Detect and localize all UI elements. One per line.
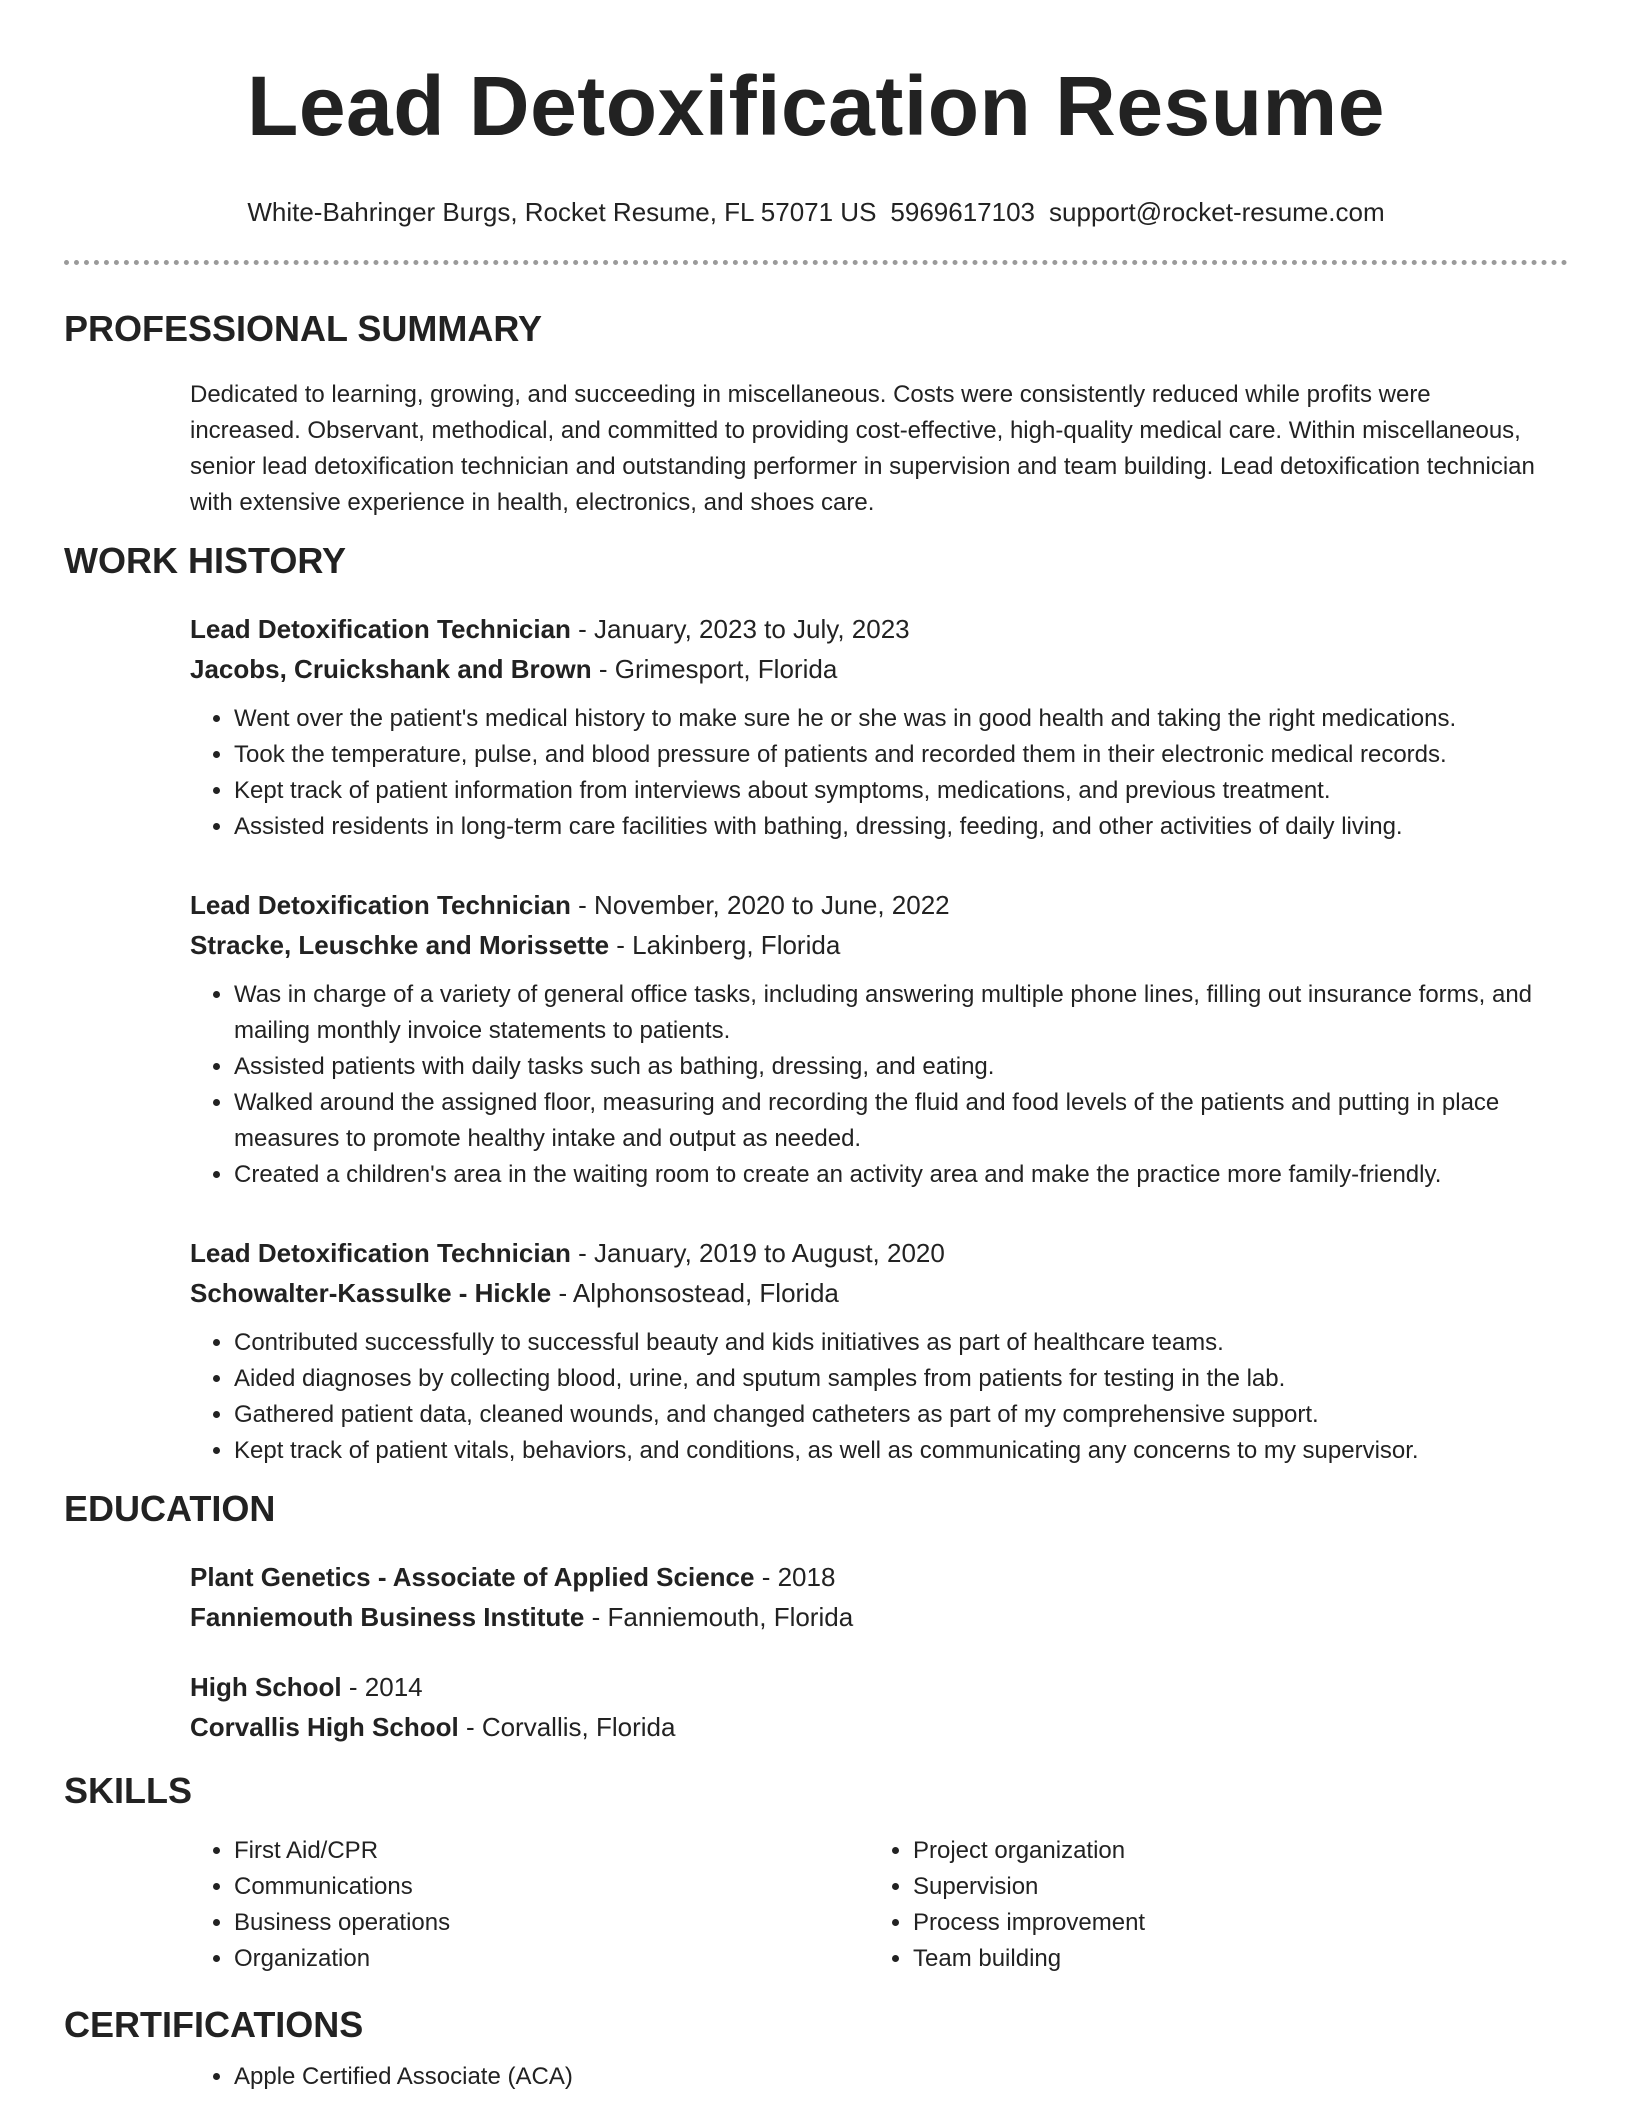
list-item: • Took the temperature, pulse, and blood pressure of patients and recorded them in their electronic medical records. bbox=[234, 737, 1548, 773]
job-entry bbox=[190, 1233, 1548, 1469]
skill-item: • Communications bbox=[234, 1869, 869, 1905]
contact-phone: 5969617103 bbox=[890, 197, 1036, 227]
skill-item: • Project organization bbox=[913, 1833, 1548, 1869]
job-location: - Grimesport, Florida bbox=[591, 654, 838, 684]
skills-grid bbox=[190, 1833, 1548, 1977]
contact-info bbox=[64, 196, 1568, 228]
list-item: • Kept track of patient information from interviews about symptoms, medications, and previous treatment. bbox=[234, 773, 1548, 809]
work-history-section bbox=[64, 539, 1568, 1469]
job-dates: - January, 2019 to August, 2020 bbox=[570, 1238, 945, 1268]
skills-column-left bbox=[190, 1833, 869, 1977]
job-title: Lead Detoxification Technician bbox=[190, 614, 571, 644]
list-item: • Was in charge of a variety of general office tasks, including answering multiple phone lines, filling out insurance forms, and mailing monthly invoice statements to patients. bbox=[234, 977, 1548, 1049]
job-title: Lead Detoxification Technician bbox=[190, 890, 571, 920]
education-location: - Corvallis, Florida bbox=[458, 1712, 676, 1742]
list-item: • Gathered patient data, cleaned wounds, and changed catheters as part of my comprehensive support. bbox=[234, 1397, 1548, 1433]
education-school: Fanniemouth Business Institute bbox=[190, 1602, 585, 1632]
list-item: • Aided diagnoses by collecting blood, urine, and sputum samples from patients for testing in the lab. bbox=[234, 1361, 1548, 1397]
contact-address: White-Bahringer Burgs, Rocket Resume, FL 57071 US bbox=[247, 197, 877, 227]
job-bullets bbox=[190, 701, 1548, 845]
list-item: • Walked around the assigned floor, measuring and recording the fluid and food levels of the patients and putting in place measures to promote healthy intake and output as needed. bbox=[234, 1085, 1548, 1157]
skills-column-right bbox=[869, 1833, 1548, 1977]
work-history-heading: WORK HISTORY bbox=[64, 540, 347, 581]
job-bullets bbox=[190, 1325, 1548, 1469]
skill-item: • Supervision bbox=[913, 1869, 1548, 1905]
education-section bbox=[64, 1487, 1568, 1747]
list-item: • Assisted residents in long-term care facilities with bathing, dressing, feeding, and other activities of daily living. bbox=[234, 809, 1548, 845]
skill-item: • Team building bbox=[913, 1941, 1548, 1977]
certifications-section bbox=[64, 2003, 1568, 2095]
job-dates: - January, 2023 to July, 2023 bbox=[570, 614, 910, 644]
skill-item: • Business operations bbox=[234, 1905, 869, 1941]
certifications-heading: CERTIFICATIONS bbox=[64, 2004, 364, 2045]
header-divider bbox=[64, 260, 1568, 265]
job-company: Jacobs, Cruickshank and Brown bbox=[190, 654, 592, 684]
list-item: • Created a children's area in the waiting room to create an activity area and make the practice more family-friendly. bbox=[234, 1157, 1548, 1193]
job-bullets bbox=[190, 977, 1548, 1193]
page-title: Lead Detoxification Resume bbox=[247, 59, 1385, 153]
education-year: - 2018 bbox=[754, 1562, 836, 1592]
job-dates: - November, 2020 to June, 2022 bbox=[570, 890, 950, 920]
education-school: Corvallis High School bbox=[190, 1712, 459, 1742]
job-company: Schowalter-Kassulke - Hickle bbox=[190, 1278, 552, 1308]
education-degree: High School bbox=[190, 1672, 342, 1702]
skill-item: • Process improvement bbox=[913, 1905, 1548, 1941]
skills-heading: SKILLS bbox=[64, 1770, 193, 1811]
education-entry bbox=[190, 1557, 1548, 1637]
summary-section bbox=[64, 307, 1568, 521]
skill-item: • First Aid/CPR bbox=[234, 1833, 869, 1869]
education-year: - 2014 bbox=[341, 1672, 423, 1702]
education-entry bbox=[190, 1667, 1548, 1747]
certification-item: • Apple Certified Associate (ACA) bbox=[234, 2059, 1548, 2095]
education-location: - Fanniemouth, Florida bbox=[584, 1602, 854, 1632]
skill-item: • Organization bbox=[234, 1941, 869, 1977]
list-item: • Assisted patients with daily tasks such as bathing, dressing, and eating. bbox=[234, 1049, 1548, 1085]
list-item: • Went over the patient's medical history to make sure he or she was in good health and taking the right medications. bbox=[234, 701, 1548, 737]
job-location: - Lakinberg, Florida bbox=[609, 930, 841, 960]
summary-text: Dedicated to learning, growing, and succeeding in miscellaneous. Costs were consistently reduced while profits were increased. Observant, methodical, and committed to providing cost-effective, high-quality medical care. Within miscellaneous, senior lead detoxification technician and outstanding performer in supervision and team building. Lead detoxification technician with extensive experience in health, electronics, and shoes care. bbox=[190, 381, 1535, 516]
certifications-list bbox=[190, 2059, 1548, 2095]
contact-email: support@rocket-resume.com bbox=[1049, 197, 1385, 227]
job-company: Stracke, Leuschke and Morissette bbox=[190, 930, 610, 960]
summary-heading: PROFESSIONAL SUMMARY bbox=[64, 308, 543, 349]
job-title: Lead Detoxification Technician bbox=[190, 1238, 571, 1268]
skills-section bbox=[64, 1769, 1568, 1977]
job-location: - Alphonsostead, Florida bbox=[551, 1278, 839, 1308]
education-degree: Plant Genetics - Associate of Applied Science bbox=[190, 1562, 755, 1592]
education-heading: EDUCATION bbox=[64, 1488, 276, 1529]
list-item: • Kept track of patient vitals, behaviors, and conditions, as well as communicating any concerns to my supervisor. bbox=[234, 1433, 1548, 1469]
list-item: • Contributed successfully to successful beauty and kids initiatives as part of healthcare teams. bbox=[234, 1325, 1548, 1361]
job-entry bbox=[190, 609, 1548, 845]
job-entry bbox=[190, 885, 1548, 1193]
